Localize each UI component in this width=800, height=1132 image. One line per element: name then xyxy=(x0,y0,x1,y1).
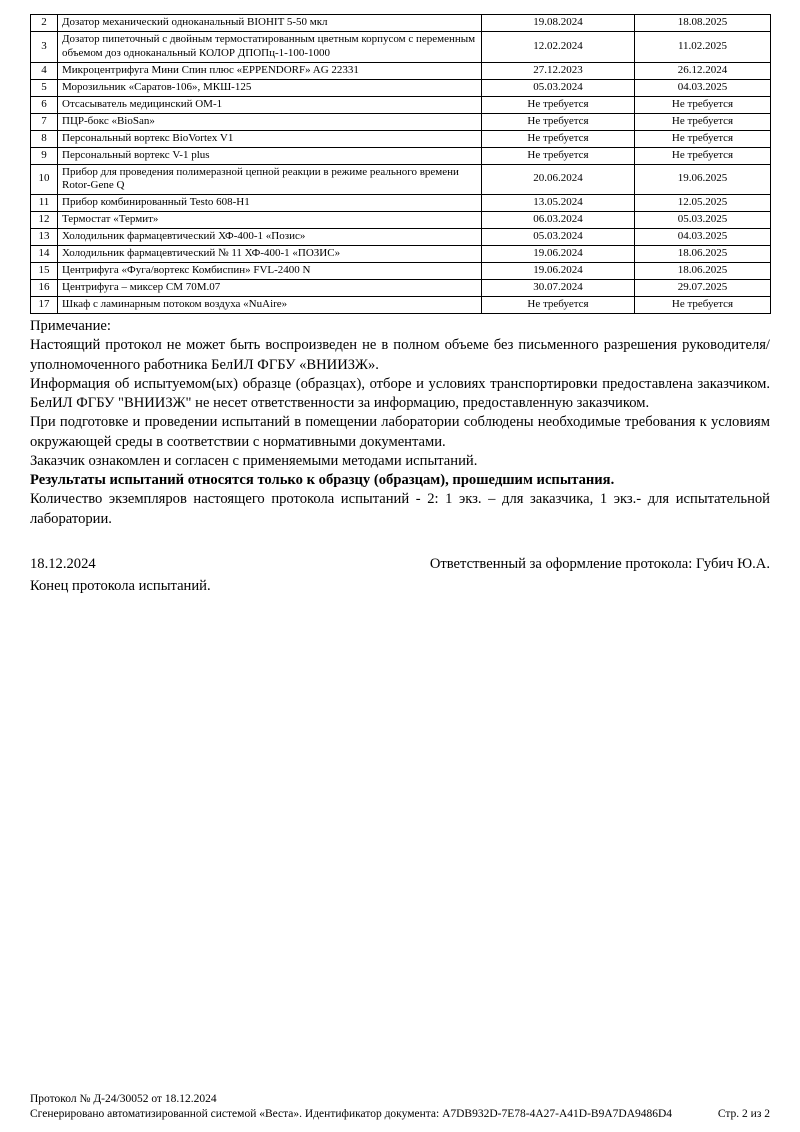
cell-valid-until: 05.03.2025 xyxy=(635,212,771,229)
cell-description: Микроцентрифуга Мини Спин плюс «EPPENDORF» AG 22331 xyxy=(58,62,482,79)
end-of-protocol: Конец протокола испытаний. xyxy=(30,578,211,594)
cell-row-number: 13 xyxy=(31,229,58,246)
cell-valid-until: Не требуется xyxy=(635,297,771,314)
cell-valid-until: 18.06.2025 xyxy=(635,263,771,280)
cell-description: Центрифуга «Фуга/вортекс Комбиспин» FVL-2400 N xyxy=(58,263,482,280)
cell-row-number: 14 xyxy=(31,246,58,263)
page-footer xyxy=(30,1092,770,1122)
cell-verification-date: 06.03.2024 xyxy=(482,212,635,229)
table-row xyxy=(31,246,771,263)
cell-row-number: 9 xyxy=(31,147,58,164)
cell-row-number: 3 xyxy=(31,32,58,63)
cell-description: Дозатор пипеточный с двойным термостатированным цветным корпусом с переменным объемом доз одноканальный КОЛОР ДПОПц-1-100-1000 xyxy=(58,32,482,63)
cell-valid-until: 12.05.2025 xyxy=(635,195,771,212)
cell-valid-until: Не требуется xyxy=(635,113,771,130)
table-row xyxy=(31,32,771,63)
cell-row-number: 8 xyxy=(31,130,58,147)
table-row xyxy=(31,195,771,212)
cell-description: Прибор комбинированный Testo 608-H1 xyxy=(58,195,482,212)
cell-valid-until: 26.12.2024 xyxy=(635,62,771,79)
cell-verification-date: 05.03.2024 xyxy=(482,79,635,96)
footer-generated-info: Сгенерировано автоматизированной системой «Веста». Идентификатор документа: A7DB932D-7E78-4A27-A41D-B9A7DA9486D4 xyxy=(30,1108,673,1121)
cell-row-number: 17 xyxy=(31,297,58,314)
cell-verification-date: 19.06.2024 xyxy=(482,246,635,263)
cell-row-number: 16 xyxy=(31,280,58,297)
cell-row-number: 2 xyxy=(31,15,58,32)
cell-description: Центрифуга – миксер СМ 70М.07 xyxy=(58,280,482,297)
table-row xyxy=(31,62,771,79)
cell-description: Холодильник фармацевтический ХФ-400-1 «Позис» xyxy=(58,229,482,246)
cell-row-number: 12 xyxy=(31,212,58,229)
table-row xyxy=(31,130,771,147)
cell-description: Термостат «Термит» xyxy=(58,212,482,229)
cell-valid-until: 04.03.2025 xyxy=(635,229,771,246)
cell-verification-date: 30.07.2024 xyxy=(482,280,635,297)
table-row xyxy=(31,113,771,130)
equipment-table xyxy=(30,14,771,314)
notes-section xyxy=(30,317,770,529)
cell-description: Отсасыватель медицинский ОМ-1 xyxy=(58,96,482,113)
cell-description: Холодильник фармацевтический № 11 ХФ-400-1 «ПОЗИС» xyxy=(58,246,482,263)
note-paragraph-customer-agreement: Заказчик ознакомлен и согласен с применяемыми методами испытаний. xyxy=(30,452,478,469)
signoff-row xyxy=(30,555,770,574)
cell-verification-date: 20.06.2024 xyxy=(482,164,635,195)
equipment-table-body xyxy=(31,15,771,314)
signoff-responsible: Ответственный за оформление протокола: Губич Ю.А. xyxy=(429,555,770,572)
table-row xyxy=(31,297,771,314)
note-paragraph-environment: При подготовке и проведении испытаний в помещении лаборатории соблюдены необходимые требования к условиям окружающей среды в соответствии с нормативными документами. xyxy=(30,414,770,450)
table-row xyxy=(31,263,771,280)
cell-description: Морозильник «Саратов-106», МКШ-125 xyxy=(58,79,482,96)
cell-description: Дозатор механический одноканальный BIOHIT 5-50 мкл xyxy=(58,15,482,32)
cell-valid-until: 18.06.2025 xyxy=(635,246,771,263)
cell-valid-until: 11.02.2025 xyxy=(635,32,771,63)
table-row xyxy=(31,79,771,96)
footer-page-number: Стр. 2 из 2 xyxy=(717,1108,770,1121)
cell-row-number: 5 xyxy=(31,79,58,96)
cell-verification-date: 19.06.2024 xyxy=(482,263,635,280)
note-paragraph-results-bold: Результаты испытаний относятся только к образцу (образцам), прошедшим испытания. xyxy=(30,472,615,488)
cell-description: Персональный вортекс V-1 plus xyxy=(58,147,482,164)
cell-row-number: 6 xyxy=(31,96,58,113)
cell-verification-date: 13.05.2024 xyxy=(482,195,635,212)
cell-verification-date: 05.03.2024 xyxy=(482,229,635,246)
note-paragraph-sample-info: Информация об испытуемом(ых) образце (образцах), отборе и условиях транспортировки предоставлена заказчиком. БелИЛ ФГБУ "ВНИИЗЖ" не несет ответственности за информацию, предоставленную заказчиком. xyxy=(30,375,770,411)
cell-valid-until: 29.07.2025 xyxy=(635,280,771,297)
table-row xyxy=(31,96,771,113)
cell-verification-date: Не требуется xyxy=(482,130,635,147)
cell-valid-until: Не требуется xyxy=(635,96,771,113)
table-row xyxy=(31,15,771,32)
table-row xyxy=(31,147,771,164)
cell-description: Прибор для проведения полимеразной цепной реакции в режиме реального времени Rotor-Gene Q xyxy=(58,164,482,195)
signoff-date: 18.12.2024 xyxy=(30,555,96,572)
cell-row-number: 7 xyxy=(31,113,58,130)
cell-verification-date: Не требуется xyxy=(482,113,635,130)
footer-protocol-number: Протокол № Д-24/30052 от 18.12.2024 xyxy=(30,1093,217,1106)
note-paragraph-copies: Количество экземпляров настоящего протокола испытаний - 2: 1 экз. – для заказчика, 1 экз.- для испытательной лаборатории. xyxy=(30,491,770,527)
cell-verification-date: Не требуется xyxy=(482,147,635,164)
cell-description: Персональный вортекс BioVortex V1 xyxy=(58,130,482,147)
cell-valid-until: 04.03.2025 xyxy=(635,79,771,96)
notes-heading: Примечание: xyxy=(30,318,111,334)
table-row xyxy=(31,212,771,229)
table-row xyxy=(31,229,771,246)
cell-description: Шкаф с ламинарным потоком воздуха «NuAire» xyxy=(58,297,482,314)
cell-verification-date: 12.02.2024 xyxy=(482,32,635,63)
cell-row-number: 15 xyxy=(31,263,58,280)
cell-valid-until: 18.08.2025 xyxy=(635,15,771,32)
cell-row-number: 11 xyxy=(31,195,58,212)
cell-valid-until: Не требуется xyxy=(635,147,771,164)
cell-verification-date: 27.12.2023 xyxy=(482,62,635,79)
cell-verification-date: 19.08.2024 xyxy=(482,15,635,32)
cell-row-number: 10 xyxy=(31,164,58,195)
cell-valid-until: Не требуется xyxy=(635,130,771,147)
table-row xyxy=(31,164,771,195)
cell-description: ПЦР-бокс «BioSan» xyxy=(58,113,482,130)
cell-verification-date: Не требуется xyxy=(482,297,635,314)
cell-valid-until: 19.06.2025 xyxy=(635,164,771,195)
note-paragraph-reproduction: Настоящий протокол не может быть воспроизведен не в полном объеме без письменного разрешения руководителя/уполномоченного работника БелИЛ ФГБУ «ВНИИЗЖ». xyxy=(30,337,770,373)
cell-verification-date: Не требуется xyxy=(482,96,635,113)
cell-row-number: 4 xyxy=(31,62,58,79)
table-row xyxy=(31,280,771,297)
